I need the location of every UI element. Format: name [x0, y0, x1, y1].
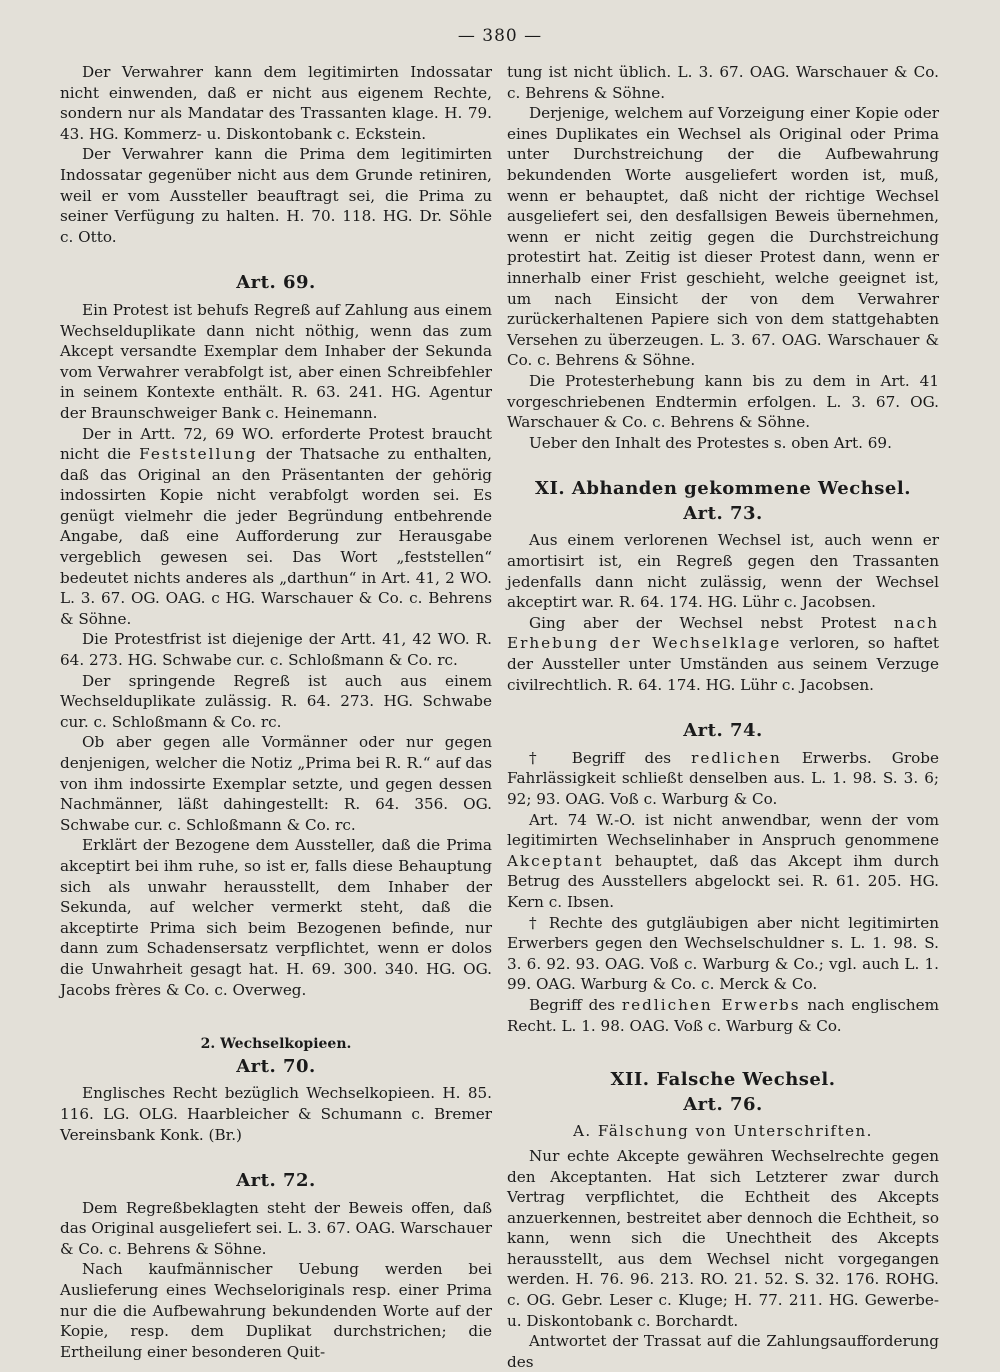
paragraph: Nach kaufmännischer Uebung werden bei Auslieferung eines Wechseloriginals resp. einer Prima nur die die Aufbewahrung bekundenden Worte auf der Kopie, resp. dem Duplikat durchstrichen; die Ertheilung einer besonderen Quit-	[60, 1260, 492, 1361]
text-run: behauptet, daß das Akcept ihm durch Betrug des Ausstellers abgelockt sei. R. 61. 205. HG. Kern c. Ibsen.	[507, 851, 939, 911]
paragraph: Der springende Regreß ist auch aus einem Wechselduplikate zulässig. R. 64. 273. HG. Schwabe cur. c. Schloßmann & Co. rc.	[60, 671, 492, 731]
spaced-text: Akceptant	[507, 851, 604, 870]
section-heading: 2. Wechselkopieen.	[200, 1036, 352, 1053]
page-number: — 380 —	[457, 26, 543, 46]
text-run: nach englischem Recht. L. 1. 98. OAG. Voß c. Warburg & Co.	[507, 995, 939, 1035]
subsection-heading: A. Fälschung von Unterschriften.	[573, 1122, 873, 1141]
article-heading: Art. 69.	[236, 272, 316, 294]
text-run: Art. 74 W.-O. ist nicht anwendbar, wenn der vom legitimirten Wechselinhaber in Anspruch genommene	[507, 810, 939, 850]
paragraph: Englisches Recht bezüglich Wechselkopieen. H. 85. 116. LG. OLG. Haarbleicher & Schumann c. Bremer Vereinsbank Konk. (Br.)	[60, 1084, 492, 1144]
text-run: Ging aber der Wechsel nebst Protest	[529, 613, 894, 632]
text-run: † Begriff des	[529, 748, 692, 767]
chapter-heading: XII. Falsche Wechsel.	[610, 1069, 836, 1091]
paragraph	[507, 810, 939, 913]
paragraph: tung ist nicht üblich. L. 3. 67. OAG. Warschauer & Co. c. Behrens & Söhne.	[507, 63, 939, 102]
text-run: der Thatsache zu enthalten, daß das Original an den Präsentanten der gehörig indossirten Kopie nicht verabfolgt worden sei. Es genügt vielmehr die jeder Begründung entbehrende Angabe, daß eine Aufforderung zur Herausgabe vergeblich gewesen sei. Das Wort „feststellen“ bedeutet nichts anderes als „darthun“ in Art. 41, 2 WO. L. 3. 67. OG. OAG. c HG. Warschauer & Co. c. Behrens & Söhne.	[60, 445, 492, 628]
left-column	[60, 62, 492, 1362]
paragraph: Ob aber gegen alle Vormänner oder nur gegen denjenigen, welcher die Notiz „Prima bei R. R.“ auf das von ihm indossirte Exemplar setzte, und gegen dessen Nachmänner, läßt dahingestellt: R. 64. 356. OG. Schwabe cur. c. Schloßmann & Co. rc.	[60, 733, 492, 834]
spaced-text: Feststellung	[139, 445, 258, 464]
article-heading: Art. 76.	[683, 1093, 763, 1115]
text-run: Der in Artt. 72, 69 WO. erforderte Protest braucht nicht die	[60, 424, 492, 464]
paragraph	[507, 748, 939, 810]
paragraph	[60, 424, 492, 630]
paragraph: Antwortet der Trassat auf die Zahlungsaufforderung des	[507, 1332, 939, 1371]
paragraph	[507, 995, 939, 1036]
article-heading: Art. 72.	[236, 1170, 316, 1192]
text-run: Erwerbs. Grobe Fahrlässigkeit schließt denselben aus. L. 1. 98. S. 3. 6; 92; 93. OAG. Voß c. Warburg & Co.	[507, 748, 940, 808]
paragraph: Derjenige, welchem auf Vorzeigung einer Kopie oder eines Duplikates ein Wechsel als Original oder Prima unter Durchstreichung der die Aufbewahrung bekundenden Worte ausgeliefert worden ist, muß, wenn er behauptet, daß nicht der richtige Wechsel ausgeliefert sei, den desfallsigen Beweis übernehmen, wenn er nicht zeitig gegen die Durchstreichung protestirt hat. Zeitig ist dieser Protest dann, wenn er innerhalb einer Frist geschieht, welche geeignet ist, um nach Einsicht der von dem Verwahrer zurückerhaltenen Papiere sich von dem stattgehabten Versehen zu überzeugen. L. 3. 67. OAG. Warschauer & Co. c. Behrens & Söhne.	[507, 104, 939, 370]
article-heading: Art. 70.	[236, 1055, 316, 1077]
paragraph: Nur echte Akcepte gewähren Wechselrechte gegen den Akceptanten. Hat sich Letzterer zwar durch Vertrag verpflichtet, die Echtheit des Akcepts anzuerkennen, bestreitet aber dennoch die Echtheit, so kann, wenn sich die Unechtheit des Akcepts herausstellt, aus dem Wechsel nicht vorgegangen werden. H. 76. 96. 213. RO. 21. 52. S. 32. 176. ROHG. c. OG. Gebr. Leser c. Kluge; H. 77. 211. HG. Gewerbe- u. Diskontobank c. Borchardt.	[507, 1146, 939, 1330]
paragraph	[507, 613, 939, 695]
right-column	[507, 62, 939, 1372]
paragraph: Aus einem verlorenen Wechsel ist, auch wenn er amortisirt ist, ein Regreß gegen den Trassanten jedenfalls dann nicht zulässig, wenn der Wechsel akceptirt war. R. 64. 174. HG. Lühr c. Jacobsen.	[507, 531, 939, 612]
paragraph: Die Protesterhebung kann bis zu dem in Art. 41 vorgeschriebenen Endtermin erfolgen. L. 3. 67. OG. Warschauer & Co. c. Behrens & Söhne.	[507, 371, 939, 432]
chapter-heading: XI. Abhanden gekommene Wechsel.	[534, 478, 911, 500]
paragraph: Dem Regreßbeklagten steht der Beweis offen, daß das Original ausgeliefert sei. L. 3. 67. OAG. Warschauer & Co. c. Behrens & Söhne.	[60, 1198, 492, 1258]
paragraph: Die Protestfrist ist diejenige der Artt. 41, 42 WO. R. 64. 273. HG. Schwabe cur. c. Schloßmann & Co. rc.	[60, 630, 492, 670]
paragraph: Erklärt der Bezogene dem Aussteller, daß die Prima akceptirt bei ihm ruhe, so ist er, falls diese Behauptung sich als unwahr herausstellt, dem Inhaber der Sekunda, auf welcher vermerkt steht, daß die akceptirte Prima sich beim Bezogenen befinde, nur dann zum Schadensersatz verpflichtet, wenn er dolos die Unwahrheit gesagt hat. H. 69. 300. 340. HG. OG. Jacobs frères & Co. c. Overweg.	[60, 836, 492, 999]
paragraph: Ein Protest ist behufs Regreß auf Zahlung aus einem Wechselduplikate dann nicht nöthig, wenn das zum Akcept versandte Exemplar dem Inhaber der Sekunda vom Verwahrer verabfolgt ist, aber einen Schreibfehler in seinem Kontexte enthält. R. 63. 241. HG. Agentur der Braunschweiger Bank c. Heinemann.	[60, 300, 492, 422]
paragraph: Der Verwahrer kann die Prima dem legitimirten Indossatar gegenüber nicht aus dem Grunde retiniren, weil er vom Aussteller beauftragt sei, die Prima zu seiner Verfügung zu halten. H. 70. 118. HG. Dr. Söhle c. Otto.	[60, 145, 492, 246]
article-heading: Art. 74.	[683, 720, 763, 742]
spaced-text: redlichen Erwerbs	[621, 995, 801, 1014]
spaced-text: nach Erhebung der Wechselklage	[507, 613, 939, 653]
text-run: Begriff des	[529, 995, 622, 1014]
paragraph: † Rechte des gutgläubigen aber nicht legitimirten Erwerbers gegen den Wechselschuldner s. L. 1. 98. S. 3. 6. 92. 93. OAG. Voß c. Warburg & Co.; vgl. auch L. 1. 99. OAG. Warburg & Co. c. Merck & Co.	[507, 913, 939, 994]
spaced-text: redlichen	[691, 748, 782, 767]
paragraph: Der Verwahrer kann dem legitimirten Indossatar nicht einwenden, daß er nicht aus eigenem Rechte, sondern nur als Mandatar des Trassanten klage. H. 79. 43. HG. Kommerz- u. Diskontobank c. Eckstein.	[60, 63, 492, 143]
paragraph: Ueber den Inhalt des Protestes s. oben Art. 69.	[529, 433, 892, 452]
article-heading: Art. 73.	[683, 502, 763, 524]
text-run: verloren, so haftet der Aussteller unter Umständen aus seinem Verzuge civilrechtlich. R. 64. 174. HG. Lühr c. Jacobsen.	[507, 634, 940, 694]
